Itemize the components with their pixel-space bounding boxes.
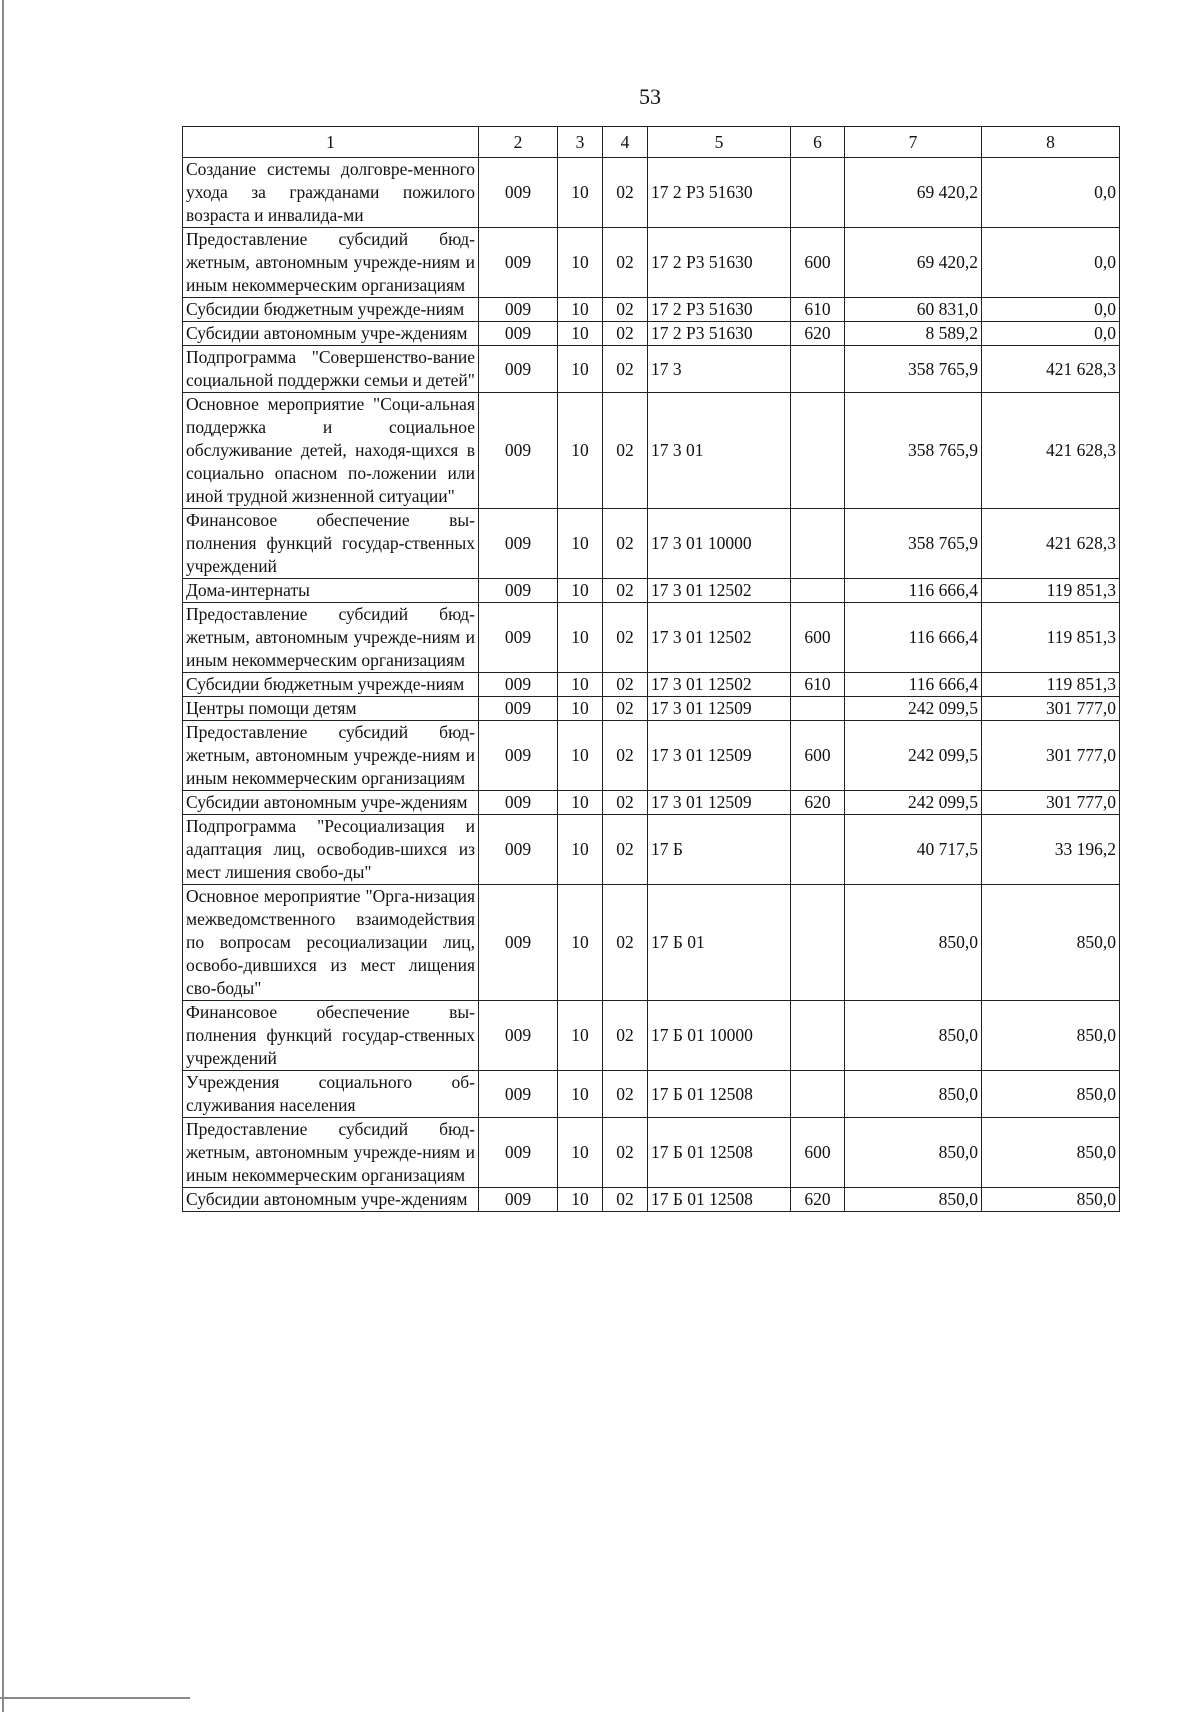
- cell-ministry-code: 009: [479, 1188, 558, 1212]
- cell-amount-col8: 421 628,3: [982, 393, 1120, 509]
- row-name: Предоставление субсидий бюд-жетным, автономным учрежде-ниям и иным некоммерческим организациям: [183, 603, 479, 673]
- cell-expense-type: 610: [791, 298, 845, 322]
- row-name: Предоставление субсидий бюд-жетным, автономным учрежде-ниям и иным некоммерческим организациям: [183, 1118, 479, 1188]
- cell-amount-col8: 301 777,0: [982, 721, 1120, 791]
- cell-expense-type: 610: [791, 673, 845, 697]
- cell-expense-type: [791, 697, 845, 721]
- cell-subsection: 02: [603, 673, 648, 697]
- table-row: [183, 322, 1120, 346]
- cell-expense-type: 600: [791, 721, 845, 791]
- column-header-2: 2: [479, 127, 558, 158]
- cell-section: 10: [558, 228, 603, 298]
- cell-subsection: 02: [603, 158, 648, 228]
- table-row: [183, 815, 1120, 885]
- cell-section: 10: [558, 393, 603, 509]
- cell-ministry-code: 009: [479, 1071, 558, 1118]
- cell-target-article: 17 3 01 10000: [648, 509, 791, 579]
- cell-ministry-code: 009: [479, 697, 558, 721]
- cell-subsection: 02: [603, 1188, 648, 1212]
- cell-section: 10: [558, 346, 603, 393]
- cell-section: 10: [558, 509, 603, 579]
- cell-section: 10: [558, 673, 603, 697]
- cell-expense-type: [791, 393, 845, 509]
- cell-amount-col7: 116 666,4: [845, 673, 982, 697]
- cell-amount-col7: 358 765,9: [845, 393, 982, 509]
- table-row: [183, 228, 1120, 298]
- cell-section: 10: [558, 603, 603, 673]
- table-row: [183, 509, 1120, 579]
- cell-amount-col8: 850,0: [982, 1071, 1120, 1118]
- cell-expense-type: [791, 1071, 845, 1118]
- cell-expense-type: [791, 509, 845, 579]
- cell-subsection: 02: [603, 509, 648, 579]
- row-name: Финансовое обеспечение вы-полнения функций государ-ственных учреждений: [183, 1001, 479, 1071]
- cell-target-article: 17 Б: [648, 815, 791, 885]
- cell-ministry-code: 009: [479, 1118, 558, 1188]
- cell-expense-type: [791, 346, 845, 393]
- cell-expense-type: 600: [791, 603, 845, 673]
- cell-target-article: 17 2 P3 51630: [648, 322, 791, 346]
- cell-amount-col8: 0,0: [982, 158, 1120, 228]
- cell-ministry-code: 009: [479, 721, 558, 791]
- column-header-5: 5: [648, 127, 791, 158]
- cell-ministry-code: 009: [479, 346, 558, 393]
- cell-amount-col8: 301 777,0: [982, 791, 1120, 815]
- cell-target-article: 17 3 01 12509: [648, 791, 791, 815]
- cell-subsection: 02: [603, 298, 648, 322]
- cell-expense-type: 600: [791, 228, 845, 298]
- cell-ministry-code: 009: [479, 158, 558, 228]
- cell-ministry-code: 009: [479, 393, 558, 509]
- cell-target-article: 17 3: [648, 346, 791, 393]
- cell-section: 10: [558, 1001, 603, 1071]
- cell-section: 10: [558, 1118, 603, 1188]
- cell-subsection: 02: [603, 697, 648, 721]
- cell-amount-col7: 242 099,5: [845, 791, 982, 815]
- row-name: Предоставление субсидий бюд-жетным, автономным учрежде-ниям и иным некоммерческим организациям: [183, 228, 479, 298]
- cell-amount-col8: 850,0: [982, 1001, 1120, 1071]
- cell-ministry-code: 009: [479, 603, 558, 673]
- cell-amount-col8: 0,0: [982, 298, 1120, 322]
- cell-target-article: 17 2 P3 51630: [648, 158, 791, 228]
- cell-section: 10: [558, 885, 603, 1001]
- cell-ministry-code: 009: [479, 1001, 558, 1071]
- column-header-4: 4: [603, 127, 648, 158]
- cell-expense-type: [791, 158, 845, 228]
- cell-amount-col8: 119 851,3: [982, 673, 1120, 697]
- cell-amount-col7: 242 099,5: [845, 721, 982, 791]
- cell-section: 10: [558, 815, 603, 885]
- cell-target-article: 17 Б 01 12508: [648, 1118, 791, 1188]
- table-row: [183, 346, 1120, 393]
- cell-expense-type: [791, 579, 845, 603]
- cell-target-article: 17 2 P3 51630: [648, 298, 791, 322]
- cell-subsection: 02: [603, 346, 648, 393]
- column-header-8: 8: [982, 127, 1120, 158]
- cell-section: 10: [558, 1188, 603, 1212]
- row-name: Субсидии автономным учре-ждениям: [183, 322, 479, 346]
- cell-ministry-code: 009: [479, 228, 558, 298]
- cell-amount-col7: 116 666,4: [845, 579, 982, 603]
- cell-section: 10: [558, 158, 603, 228]
- cell-ministry-code: 009: [479, 673, 558, 697]
- table-row: [183, 579, 1120, 603]
- cell-section: 10: [558, 579, 603, 603]
- cell-target-article: 17 2 P3 51630: [648, 228, 791, 298]
- cell-target-article: 17 3 01: [648, 393, 791, 509]
- row-name: Финансовое обеспечение вы-полнения функций государ-ственных учреждений: [183, 509, 479, 579]
- cell-section: 10: [558, 298, 603, 322]
- cell-amount-col7: 69 420,2: [845, 228, 982, 298]
- cell-ministry-code: 009: [479, 322, 558, 346]
- table-row: [183, 158, 1120, 228]
- table-row: [183, 721, 1120, 791]
- cell-expense-type: 620: [791, 322, 845, 346]
- row-name: Учреждения социального об-служивания населения: [183, 1071, 479, 1118]
- cell-target-article: 17 3 01 12509: [648, 721, 791, 791]
- column-header-1: 1: [183, 127, 479, 158]
- budget-table: [182, 126, 1120, 1212]
- cell-subsection: 02: [603, 815, 648, 885]
- cell-amount-col7: 850,0: [845, 1001, 982, 1071]
- cell-subsection: 02: [603, 1001, 648, 1071]
- table-row: [183, 885, 1120, 1001]
- column-header-6: 6: [791, 127, 845, 158]
- cell-section: 10: [558, 1071, 603, 1118]
- page-number: 53: [639, 84, 661, 109]
- row-name: Предоставление субсидий бюд-жетным, автономным учрежде-ниям и иным некоммерческим организациям: [183, 721, 479, 791]
- cell-subsection: 02: [603, 322, 648, 346]
- cell-amount-col8: 421 628,3: [982, 346, 1120, 393]
- table-body: [183, 158, 1120, 1212]
- row-name: Субсидии бюджетным учрежде-ниям: [183, 298, 479, 322]
- cell-amount-col8: 301 777,0: [982, 697, 1120, 721]
- header-row: [183, 127, 1120, 158]
- cell-amount-col8: 33 196,2: [982, 815, 1120, 885]
- cell-expense-type: [791, 885, 845, 1001]
- cell-amount-col7: 850,0: [845, 1071, 982, 1118]
- table-row: [183, 298, 1120, 322]
- table-row: [183, 1118, 1120, 1188]
- cell-expense-type: [791, 815, 845, 885]
- table-row: [183, 393, 1120, 509]
- cell-amount-col7: 60 831,0: [845, 298, 982, 322]
- cell-amount-col7: 358 765,9: [845, 509, 982, 579]
- table-row: [183, 1188, 1120, 1212]
- cell-target-article: 17 3 01 12502: [648, 603, 791, 673]
- cell-subsection: 02: [603, 721, 648, 791]
- cell-expense-type: [791, 1001, 845, 1071]
- cell-ministry-code: 009: [479, 579, 558, 603]
- cell-expense-type: 620: [791, 791, 845, 815]
- scan-edge-bottom: [0, 1697, 190, 1699]
- cell-amount-col7: 69 420,2: [845, 158, 982, 228]
- cell-target-article: 17 Б 01 12508: [648, 1188, 791, 1212]
- cell-amount-col8: 0,0: [982, 322, 1120, 346]
- row-name: Центры помощи детям: [183, 697, 479, 721]
- cell-amount-col8: 850,0: [982, 1188, 1120, 1212]
- row-name: Подпрограмма "Совершенство-вание социальной поддержки семьи и детей": [183, 346, 479, 393]
- cell-amount-col7: 8 589,2: [845, 322, 982, 346]
- cell-subsection: 02: [603, 885, 648, 1001]
- cell-amount-col7: 116 666,4: [845, 603, 982, 673]
- cell-subsection: 02: [603, 603, 648, 673]
- row-name: Основное мероприятие "Соци-альная поддержка и социальное обслуживание детей, находя-щихся в социально опасном по-ложении или иной трудной жизненной ситуации": [183, 393, 479, 509]
- cell-amount-col8: 421 628,3: [982, 509, 1120, 579]
- cell-subsection: 02: [603, 579, 648, 603]
- cell-amount-col8: 119 851,3: [982, 603, 1120, 673]
- row-name: Подпрограмма "Ресоциализация и адаптация лиц, освободив-шихся из мест лишения свобо-ды": [183, 815, 479, 885]
- cell-subsection: 02: [603, 1071, 648, 1118]
- cell-amount-col8: 119 851,3: [982, 579, 1120, 603]
- cell-amount-col8: 0,0: [982, 228, 1120, 298]
- cell-target-article: 17 Б 01 12508: [648, 1071, 791, 1118]
- row-name: Основное мероприятие "Орга-низация межведомственного взаимодействия по вопросам ресоциализации лиц, освобо-дившихся из мест лищения сво-боды": [183, 885, 479, 1001]
- table-row: [183, 603, 1120, 673]
- row-name: Дома-интернаты: [183, 579, 479, 603]
- cell-amount-col7: 850,0: [845, 1118, 982, 1188]
- column-header-3: 3: [558, 127, 603, 158]
- cell-amount-col7: 358 765,9: [845, 346, 982, 393]
- cell-subsection: 02: [603, 1118, 648, 1188]
- cell-subsection: 02: [603, 228, 648, 298]
- cell-expense-type: 620: [791, 1188, 845, 1212]
- table-row: [183, 673, 1120, 697]
- cell-amount-col8: 850,0: [982, 885, 1120, 1001]
- row-name: Субсидии автономным учре-ждениям: [183, 791, 479, 815]
- row-name: Субсидии бюджетным учрежде-ниям: [183, 673, 479, 697]
- table-row: [183, 1071, 1120, 1118]
- cell-ministry-code: 009: [479, 885, 558, 1001]
- cell-section: 10: [558, 791, 603, 815]
- cell-ministry-code: 009: [479, 791, 558, 815]
- cell-target-article: 17 Б 01: [648, 885, 791, 1001]
- cell-subsection: 02: [603, 393, 648, 509]
- row-name: Субсидии автономным учре-ждениям: [183, 1188, 479, 1212]
- cell-amount-col7: 850,0: [845, 1188, 982, 1212]
- cell-ministry-code: 009: [479, 298, 558, 322]
- cell-amount-col7: 850,0: [845, 885, 982, 1001]
- column-header-7: 7: [845, 127, 982, 158]
- cell-amount-col7: 242 099,5: [845, 697, 982, 721]
- cell-target-article: 17 3 01 12509: [648, 697, 791, 721]
- cell-target-article: 17 Б 01 10000: [648, 1001, 791, 1071]
- cell-target-article: 17 3 01 12502: [648, 579, 791, 603]
- cell-subsection: 02: [603, 791, 648, 815]
- table-row: [183, 791, 1120, 815]
- scan-edge-left: [2, 0, 4, 1712]
- cell-ministry-code: 009: [479, 509, 558, 579]
- cell-section: 10: [558, 697, 603, 721]
- cell-target-article: 17 3 01 12502: [648, 673, 791, 697]
- table-row: [183, 697, 1120, 721]
- cell-amount-col8: 850,0: [982, 1118, 1120, 1188]
- cell-expense-type: 600: [791, 1118, 845, 1188]
- cell-section: 10: [558, 322, 603, 346]
- table-row: [183, 1001, 1120, 1071]
- cell-amount-col7: 40 717,5: [845, 815, 982, 885]
- cell-ministry-code: 009: [479, 815, 558, 885]
- cell-section: 10: [558, 721, 603, 791]
- row-name: Создание системы долговре-менного ухода за гражданами пожилого возраста и инвалида-ми: [183, 158, 479, 228]
